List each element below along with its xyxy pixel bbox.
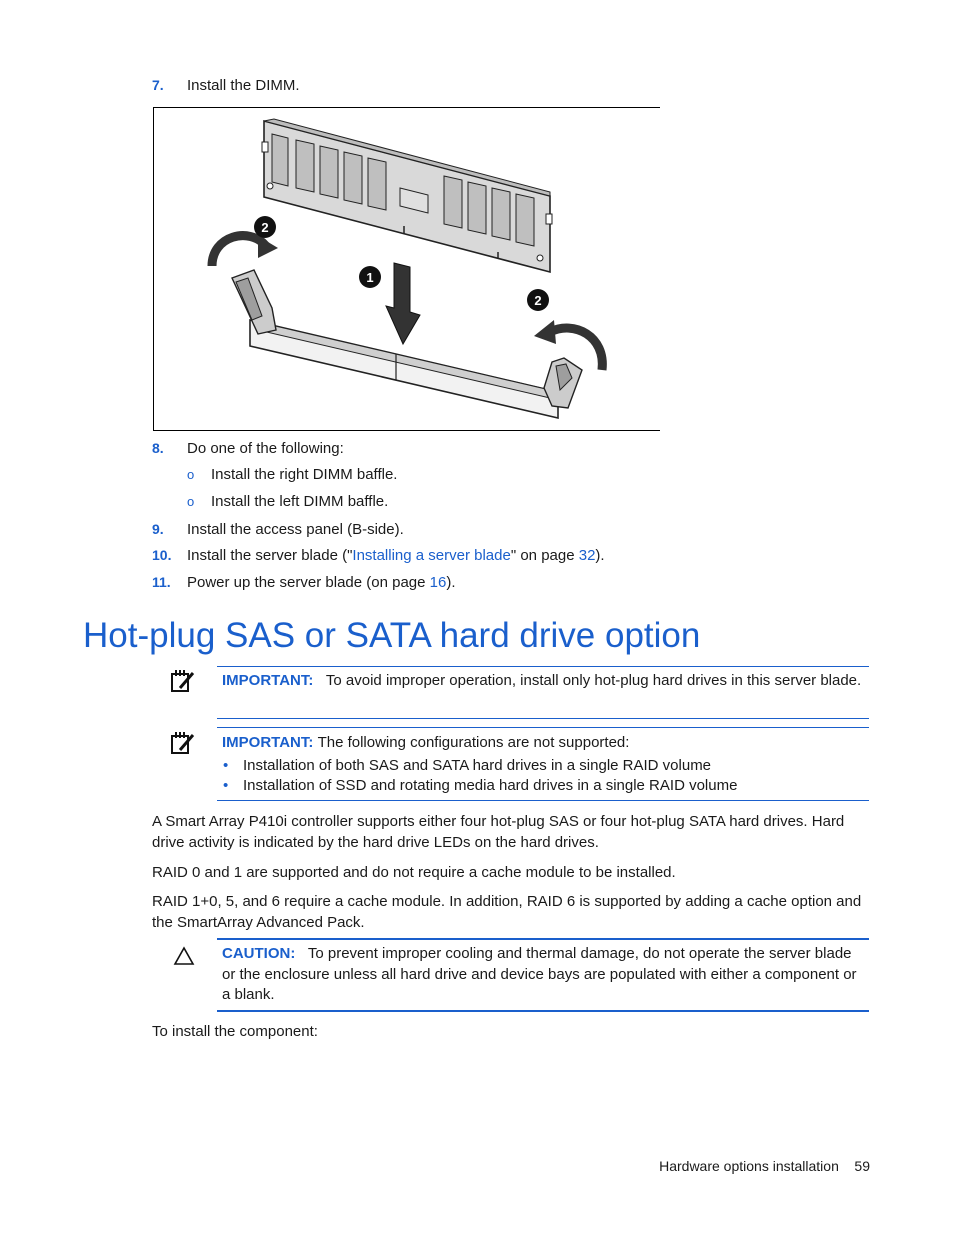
step-7: [152, 76, 300, 95]
paragraph: RAID 1+0, 5, and 6 require a cache module. In addition, RAID 6 is supported by adding a cache option and the SmartArray Advanced Pack.: [152, 893, 862, 931]
callout-1: [359, 266, 381, 288]
callout-2-left: [254, 216, 276, 238]
step-number: 11.: [152, 574, 171, 590]
bullet-icon: •: [223, 777, 229, 794]
caution-triangle-icon: [173, 946, 195, 966]
important-notepad-icon: [170, 730, 196, 756]
dimm-module: [262, 119, 552, 272]
circle-bullet-icon: o: [187, 467, 195, 482]
important-label: IMPORTANT:: [222, 734, 314, 751]
dimm-install-figure: [153, 107, 660, 431]
step-8: [152, 439, 344, 458]
svg-text:1: 1: [366, 270, 374, 285]
step-text: Install the access panel (B-side).: [187, 521, 404, 538]
left-latch-arrow: [212, 236, 266, 266]
left-arrow-head: [258, 236, 278, 258]
step-10: 10. Install the server blade ("Installing a server blade" on page 32).: [152, 547, 605, 564]
paragraph: A Smart Array P410i controller supports either four hot-plug SAS or four hot-plug SATA hard drives. Hard drive activity is indicated by the hard drive LEDs on the hard drives.: [152, 813, 845, 851]
svg-text:2: 2: [534, 293, 542, 308]
caution-note: CAUTION: To prevent improper cooling and thermal damage, do not operate the server blade or the enclosure unless all hard drive and device bays are populated with either a component or a blank.: [217, 938, 869, 1012]
page-32-link[interactable]: 32: [578, 547, 596, 564]
step-number: 9.: [152, 521, 164, 537]
page-footer: [659, 1158, 870, 1174]
footer-section: Hardware options installation: [659, 1158, 839, 1174]
important-notepad-icon: [170, 668, 196, 694]
callout-2-right: [527, 289, 549, 311]
page-16-link[interactable]: 16: [429, 574, 447, 591]
step-number: 10.: [152, 547, 172, 563]
step-number: 7.: [152, 77, 164, 93]
step-11: 11. Power up the server blade (on page 16).: [152, 574, 456, 591]
caution-label: CAUTION:: [222, 945, 296, 962]
step-number: 8.: [152, 440, 164, 456]
list-item: • Installation of SSD and rotating media hard drives in a single RAID volume: [223, 777, 738, 794]
insert-arrow: [386, 263, 420, 344]
circle-bullet-icon: o: [187, 494, 195, 509]
important-note-1: IMPORTANT: To avoid improper operation, install only hot-plug hard drives in this server blade.: [217, 666, 869, 719]
page-number: 59: [854, 1158, 870, 1174]
paragraph: RAID 0 and 1 are supported and do not require a cache module to be installed.: [152, 864, 676, 881]
section-heading: Hot-plug SAS or SATA hard drive option: [83, 616, 701, 655]
step-text: Do one of the following:: [187, 440, 344, 457]
closing-text: To install the component:: [152, 1023, 318, 1040]
dimm-illustration: [154, 108, 660, 430]
option-item: o Install the left DIMM baffle.: [187, 493, 389, 510]
right-arrow-head: [534, 320, 556, 344]
important-label: IMPORTANT:: [222, 672, 314, 689]
installing-server-blade-link[interactable]: Installing a server blade: [352, 547, 511, 564]
list-item: • Installation of both SAS and SATA hard drives in a single RAID volume: [223, 757, 712, 774]
svg-text:2: 2: [261, 220, 269, 235]
step-text: Install the DIMM.: [187, 77, 300, 94]
option-item: o Install the right DIMM baffle.: [187, 466, 398, 483]
bullet-icon: •: [223, 757, 229, 774]
important-note-2: IMPORTANT: The following configurations are not supported:: [217, 727, 869, 801]
step-9: [152, 520, 404, 539]
